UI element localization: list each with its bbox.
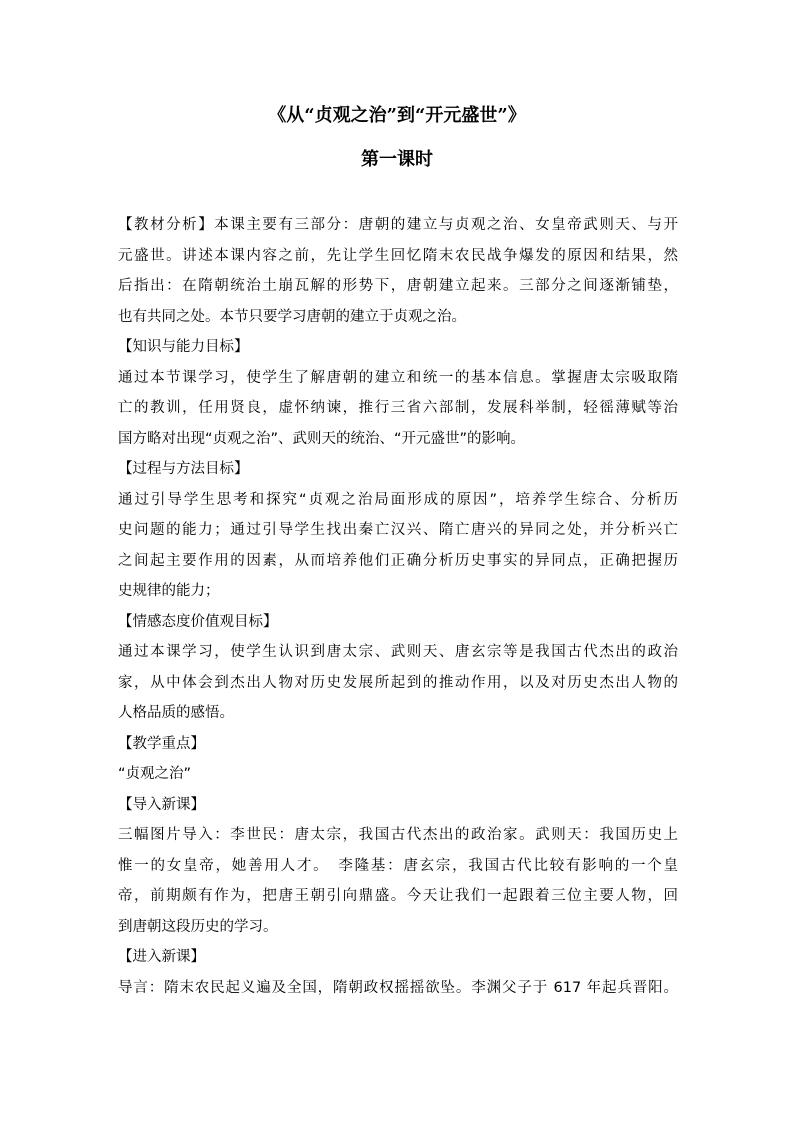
text-line: 史问题的能力；通过引导学生找出秦亡汉兴、隋亡唐兴的异同之处，并分析兴亡: [118, 522, 678, 538]
text-line: 导言：隋末农民起义遍及全国，隋朝政权摇摇欲坠。李渊父子于 617 年起兵晋阳。: [118, 979, 678, 996]
text-line: 之间起主要作用的因素，从而培养他们正确分析历史事实的异同点，正确把握历: [118, 552, 678, 569]
text-line: 亡的教训，任用贤良，虚怀纳谏，推行三省六部制，发展科举制，轻徭薄赋等治: [118, 400, 678, 416]
text-line: 后指出：在隋朝统治土崩瓦解的形势下，唐朝建立起来。三部分之间逐渐铺垫，: [118, 278, 678, 294]
section-heading: 【知识与能力目标】: [118, 339, 249, 355]
text-line: 通过本课学习，使学生认识到唐太宗、武则天、唐玄宗等是我国古代杰出的政治: [118, 644, 678, 660]
text-line: 国方略对出现“贞观之治”、武则天的统治、“开元盛世”的影响。: [118, 430, 526, 447]
section-heading: 【导入新课】: [118, 796, 205, 813]
text-line: 【教材分析】本课主要有三部分：唐朝的建立与贞观之治、女皇帝武则天、与开: [118, 217, 678, 233]
text-line: 到唐朝这段历史的学习。: [118, 918, 278, 935]
text-line: 帝，前期颇有作为，把唐王朝引向鼎盛。今天让我们一起跟着三位主要人物，回: [118, 888, 678, 904]
text-line: 史规律的能力；: [118, 583, 220, 599]
text-line: 元盛世。讲述本课内容之前，先让学生回忆隋末农民战争爆发的原因和结果，然: [118, 247, 678, 264]
document-title: 《从“贞观之治”到“开元盛世”》: [268, 105, 526, 126]
text-line: 也有共同之处。本节只要学习唐朝的建立于贞观之治。: [118, 308, 466, 325]
section-heading: 【过程与方法目标】: [118, 461, 249, 477]
text-line: 三幅图片导入：李世民：唐太宗，我国古代杰出的政治家。武则天：我国历史上: [118, 827, 678, 843]
text-line: 家，从中体会到杰出人物对历史发展所起到的推动作用，以及对历史杰出人物的: [118, 674, 678, 691]
document-subtitle: 第一课时: [361, 149, 433, 170]
text-line: “贞观之治”: [118, 766, 192, 782]
section-heading: 【情感态度价值观目标】: [118, 613, 278, 630]
text-line: 通过引导学生思考和探究“贞观之治局面形成的原因”，培养学生综合、分析历: [118, 491, 678, 508]
section-heading: 【进入新课】: [118, 949, 205, 965]
section-heading: 【教学重点】: [118, 735, 205, 752]
text-line: 惟一的女皇帝，她善用人才。 李隆基：唐玄宗，我国古代比较有影响的一个皇: [118, 857, 678, 874]
text-line: 人格品质的感悟。: [118, 705, 234, 721]
text-line: 通过本节课学习，使学生了解唐朝的建立和统一的基本信息。掌握唐太宗吸取隋: [118, 369, 678, 386]
document-body: [118, 210, 678, 1003]
